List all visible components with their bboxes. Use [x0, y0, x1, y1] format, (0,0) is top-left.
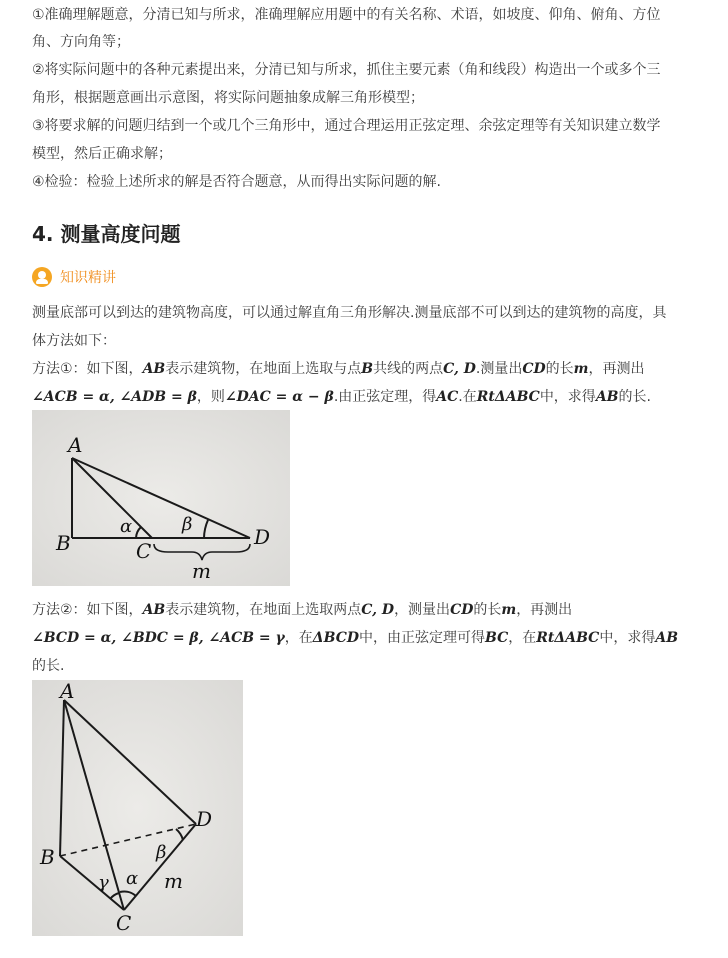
text: 方法②：如下图，	[32, 602, 143, 618]
method1-line-2	[32, 384, 682, 411]
intro-line-1: 测量底部可以到达的建筑物高度，可以通过解直角三角形解决.测量底部不可以到达的建筑物的高度，具	[32, 305, 667, 321]
math-m: m	[501, 602, 517, 618]
text: 中，求得	[599, 630, 656, 646]
point-c-label: C	[116, 911, 132, 935]
math-triangle: ΔBCD	[312, 630, 360, 646]
point-d-label: D	[196, 807, 213, 831]
text: ，在	[284, 630, 313, 646]
gamma-label: γ	[98, 872, 109, 893]
math-ab: AB	[142, 602, 166, 618]
text: 的长	[473, 602, 502, 618]
text: ，再测出	[516, 602, 573, 618]
point-a-label: A	[68, 433, 83, 457]
intro-line-2: 体方法如下：	[32, 333, 116, 349]
text: 方法①：如下图，	[32, 361, 143, 377]
step-1-line-1: ①准确理解题意，分清已知与所求，准确理解应用题中的有关名称、术语，如坡度、仰角、俯角、方位	[32, 7, 661, 23]
math-triangle: RtΔABC	[536, 630, 600, 646]
math-dac: ∠DAC = α − β	[224, 389, 334, 405]
beta-label: β	[182, 514, 193, 535]
math-ab: AB	[142, 361, 166, 377]
text: 共线的两点	[373, 361, 444, 377]
text: 表示建筑物，在地面上选取两点	[165, 602, 362, 618]
m-label: m	[192, 559, 211, 583]
user-icon	[32, 267, 52, 287]
step-2-line-2: 角形，根据题意画出示意图，将实际问题抽象成解三角形模型；	[32, 90, 424, 106]
alpha-label: α	[126, 868, 139, 889]
text: .测量出	[475, 361, 523, 377]
alpha-label: α	[120, 516, 133, 537]
math-cd: CD	[450, 602, 474, 618]
point-d-label: D	[254, 525, 271, 549]
point-a-label: A	[60, 680, 75, 703]
point-c-label: C	[136, 539, 152, 563]
text: 中，由正弦定理可得	[359, 630, 486, 646]
text: ，再测出	[588, 361, 645, 377]
text: 的长.	[618, 389, 651, 405]
text: ，在	[508, 630, 537, 646]
math-bc: BC	[485, 630, 509, 646]
knowledge-tag	[32, 264, 116, 290]
math-ab: AB	[595, 389, 619, 405]
text: 的长	[545, 361, 574, 377]
step-3-line-1: ③将要求解的问题归结到一个或几个三角形中，通过合理运用正弦定理、余弦定理等有关知识建立数学	[32, 118, 661, 134]
beta-label: β	[156, 842, 167, 863]
section-title: 4. 测量高度问题	[32, 222, 181, 246]
math-ab: AB	[655, 630, 679, 646]
method1-line-1	[32, 356, 682, 383]
m-label: m	[164, 869, 183, 893]
text: 表示建筑物，在地面上选取与点	[165, 361, 362, 377]
math-cd: C, D	[361, 602, 395, 618]
method2-line-3: 的长.	[32, 658, 65, 674]
tag-label: 知识精讲	[60, 270, 116, 286]
math-m: m	[573, 361, 589, 377]
method2-line-2	[32, 625, 682, 652]
figure-1-diagram	[32, 410, 290, 586]
math-angles: ∠ACB = α, ∠ADB = β	[32, 389, 197, 405]
text: ，则	[196, 389, 225, 405]
step-3-line-2: 模型，然后正确求解；	[32, 146, 172, 162]
math-cd: C, D	[443, 361, 476, 377]
math-ac: AC	[436, 389, 459, 405]
point-b-label: B	[56, 531, 71, 555]
figure-2-diagram	[32, 680, 243, 936]
step-1-line-2: 角、方向角等；	[32, 34, 130, 50]
text: ，测量出	[394, 602, 451, 618]
text: 中，求得	[539, 389, 596, 405]
point-b-label: B	[40, 845, 55, 869]
figure-1-photo	[32, 410, 290, 586]
text: .在	[458, 389, 477, 405]
math-b: B	[361, 361, 374, 377]
math-angles: ∠BCD = α, ∠BDC = β, ∠ACB = γ	[32, 630, 285, 646]
figure-2-photo	[32, 680, 243, 936]
method2-line-1	[32, 597, 682, 624]
step-4: ④检验：检验上述所求的解是否符合题意，从而得出实际问题的解.	[32, 174, 441, 190]
text: .由正弦定理，得	[333, 389, 437, 405]
math-cd: CD	[522, 361, 546, 377]
math-triangle: RtΔABC	[476, 389, 540, 405]
step-2-line-1: ②将实际问题中的各种元素提出来，分清已知与所求，抓住主要元素（角和线段）构造出一个或多个三	[32, 62, 661, 78]
